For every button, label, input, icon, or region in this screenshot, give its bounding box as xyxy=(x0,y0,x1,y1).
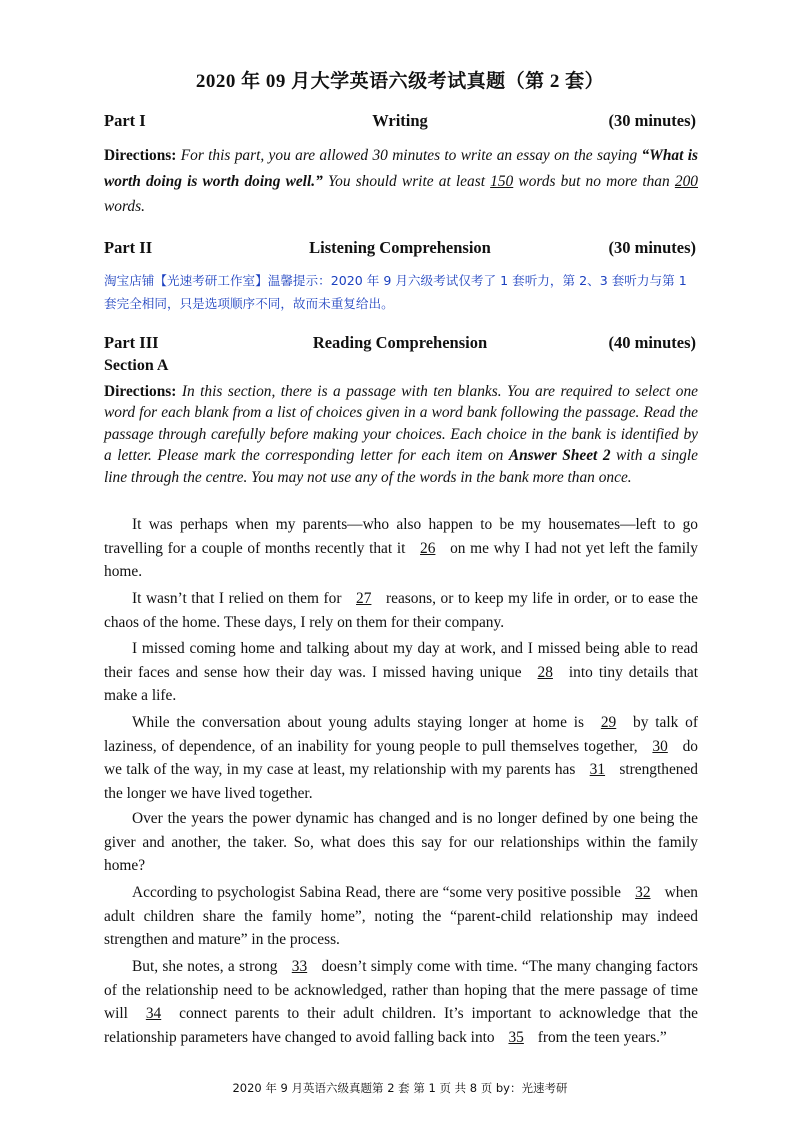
part-1-label: Part I xyxy=(104,111,146,130)
essay-saying: “What is worth doing is worth doing well.” xyxy=(104,147,698,190)
passage-text: from the teen years.” xyxy=(533,1028,667,1046)
page-footer: 2020 年 9 月英语六级真题第 2 套 第 1 页 共 8 页 by：光速考研 xyxy=(232,1081,568,1095)
passage-paragraph-5: Over the years the power dynamic has changed and is no longer defined by one being the giver and another, the taker. So, what does this say for our relationships within the family home? xyxy=(104,810,698,874)
passage-text: While the conversation about young adults staying longer at home is xyxy=(132,714,591,731)
passage-text: into tiny details that make a life. xyxy=(104,663,698,704)
directions-text: For this part, you are allowed 30 minutes to write an essay on the saying xyxy=(176,147,642,164)
passage-text: doesn’t simply come with time. “The many changing factors of the relationship need to be acknowledged, rather than hoping that the mere passage of time will xyxy=(104,958,698,1022)
blank-27: 27 xyxy=(356,590,372,607)
passage-text: According to psychologist Sabina Read, there are “some very positive possible xyxy=(132,884,626,901)
page-title: 2020 年 09 月大学英语六级考试真题（第 2 套） xyxy=(195,71,605,92)
directions-label: Directions: xyxy=(104,383,177,400)
passage-paragraph-4 xyxy=(104,711,698,805)
blank-31: 31 xyxy=(589,761,606,778)
part-1-name: Writing xyxy=(372,111,428,130)
answer-sheet: Answer Sheet 2 xyxy=(508,447,611,465)
passage-text: But, she notes, a strong xyxy=(132,958,282,975)
directions-text: with a single line through the centre. You may not use any of the words in the bank more than once. xyxy=(104,447,698,486)
blank-28: 28 xyxy=(537,663,553,681)
directions-text: words but no more than xyxy=(513,172,675,190)
passage-paragraph-7 xyxy=(104,955,698,1049)
part-2-header xyxy=(104,238,696,260)
part-3-name: Reading Comprehension xyxy=(312,333,488,352)
part-1-header xyxy=(104,111,696,133)
part-2-name: Listening Comprehension xyxy=(309,238,491,257)
part-3-header xyxy=(104,333,696,355)
passage-paragraph-6 xyxy=(104,881,698,952)
passage-text: I missed coming home and talking about my day at work, and I missed being able to read their faces and sense how their day was. I missed having unique xyxy=(104,640,698,681)
blank-35: 35 xyxy=(508,1028,524,1046)
passage-text: It was perhaps when my parents—who also happen to be my housemates—left to go travelling for a couple of months recently that it xyxy=(104,516,698,557)
blank-32: 32 xyxy=(635,884,651,901)
directions-label: Directions: xyxy=(104,147,177,164)
blank-33: 33 xyxy=(291,958,308,975)
passage-text: on me why I had not yet left the family home. xyxy=(104,539,698,580)
passage-text: It wasn’t that I relied on them for xyxy=(132,590,347,607)
passage-text: by talk of laziness, of dependence, of an inability for young people to pull themselves together, xyxy=(104,714,698,755)
part-1-time: (30 minutes) xyxy=(608,111,696,130)
passage-text: strengthened the longer we have lived together. xyxy=(104,761,699,802)
passage-text: when adult children share the family home”, noting the “parent-child relationship may indeed strengthen and mature” in the process. xyxy=(104,884,698,948)
blank-29: 29 xyxy=(600,714,617,731)
max-words: 200 xyxy=(674,172,698,190)
passage-text: do we talk of the way, in my case at least, my relationship with my parents has xyxy=(104,737,698,778)
passage-text: reasons, or to keep my life in order, or to ease the chaos of the home. These days, I rely on them for their company. xyxy=(104,590,698,631)
part-3-time: (40 minutes) xyxy=(608,333,696,352)
shop-note: 淘宝店铺【光速考研工作室】温馨提示：2020 年 9 月六级考试仅考了 1 套听力，第 2、3 套听力与第 1 套完全相同，只是选项顺序不同，故而未重复给出。 xyxy=(104,273,687,311)
part-2-label: Part II xyxy=(104,238,153,257)
part-3-label: Part III xyxy=(104,333,159,352)
part-2-time: (30 minutes) xyxy=(608,238,696,257)
passage-paragraph-3 xyxy=(104,637,698,708)
directions-text: You should write at least xyxy=(322,172,491,190)
passage-text: connect parents to their adult children. It’s important to acknowledge that the relationship parameters have changed to avoid falling back into xyxy=(104,1005,698,1046)
passage-paragraph-1 xyxy=(104,513,698,584)
min-words: 150 xyxy=(490,172,514,190)
section-a-heading: Section A xyxy=(104,357,169,374)
blank-26: 26 xyxy=(420,539,436,557)
blank-30: 30 xyxy=(652,737,668,755)
passage-paragraph-2 xyxy=(104,587,698,634)
part-3-directions xyxy=(104,381,698,488)
directions-text: In this section, there is a passage with ten blanks. You are required to select one word for each blank from a list of choices given in a word bank following the passage. Read the passage through carefully before making your choices. Each choice in the bank is identified by a letter. Please mark the corresponding letter for each item on xyxy=(104,383,698,465)
blank-34: 34 xyxy=(145,1005,162,1022)
directions-text: words. xyxy=(104,198,145,215)
part-1-directions xyxy=(104,143,698,220)
